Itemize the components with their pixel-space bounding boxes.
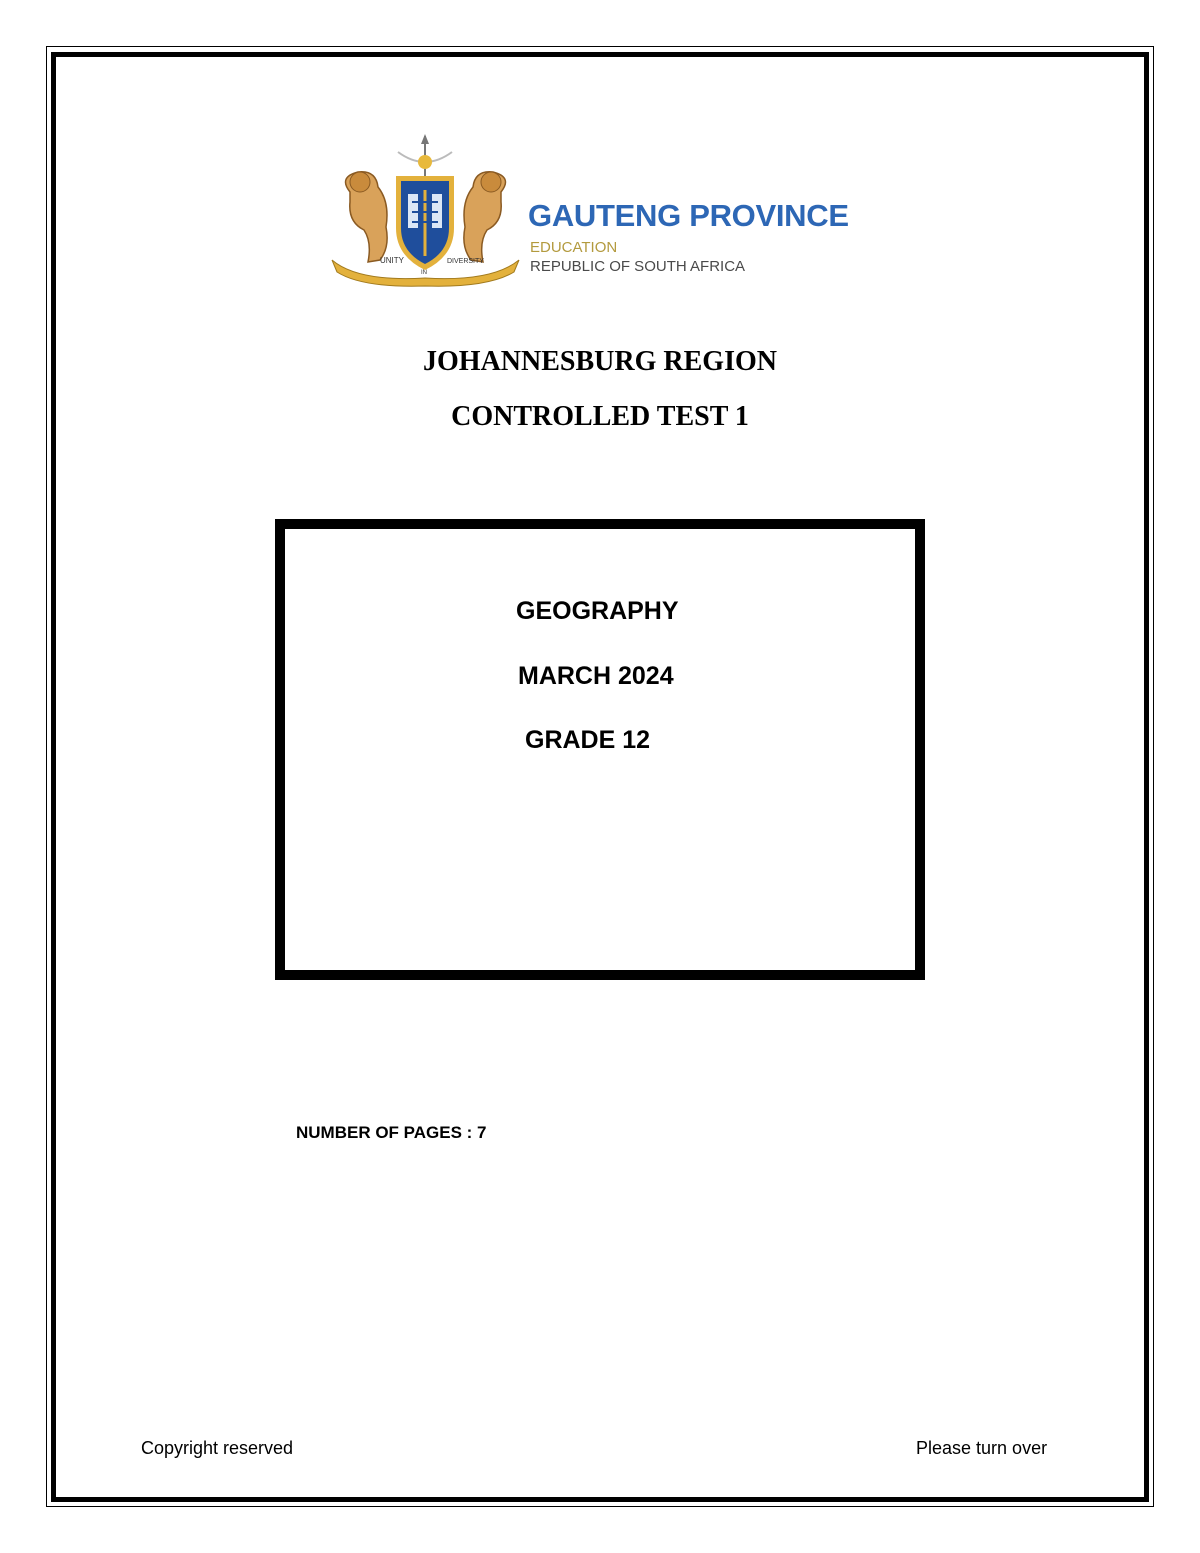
region-heading: JOHANNESBURG REGION [423, 346, 777, 377]
logo-country: REPUBLIC OF SOUTH AFRICA [530, 258, 746, 275]
motto-left: UNITY [380, 256, 404, 265]
logo-title: GAUTENG PROVINCE [528, 198, 849, 233]
subject-box [275, 519, 925, 980]
motto-middle: IN [421, 270, 427, 276]
subject-label: GEOGRAPHY [516, 597, 679, 625]
logo-education: EDUCATION [530, 239, 618, 256]
number-of-pages: NUMBER OF PAGES : 7 [296, 1123, 487, 1142]
gauteng-education-logo [328, 132, 848, 290]
turn-over-notice: Please turn over [916, 1438, 1048, 1458]
coat-of-arms-icon [328, 132, 523, 290]
test-heading: CONTROLLED TEST 1 [451, 401, 749, 432]
grade-label: GRADE 12 [525, 726, 651, 754]
copyright-notice: Copyright reserved [141, 1438, 294, 1458]
exam-date: MARCH 2024 [518, 662, 674, 690]
motto-right: DIVERSITY [447, 258, 484, 265]
